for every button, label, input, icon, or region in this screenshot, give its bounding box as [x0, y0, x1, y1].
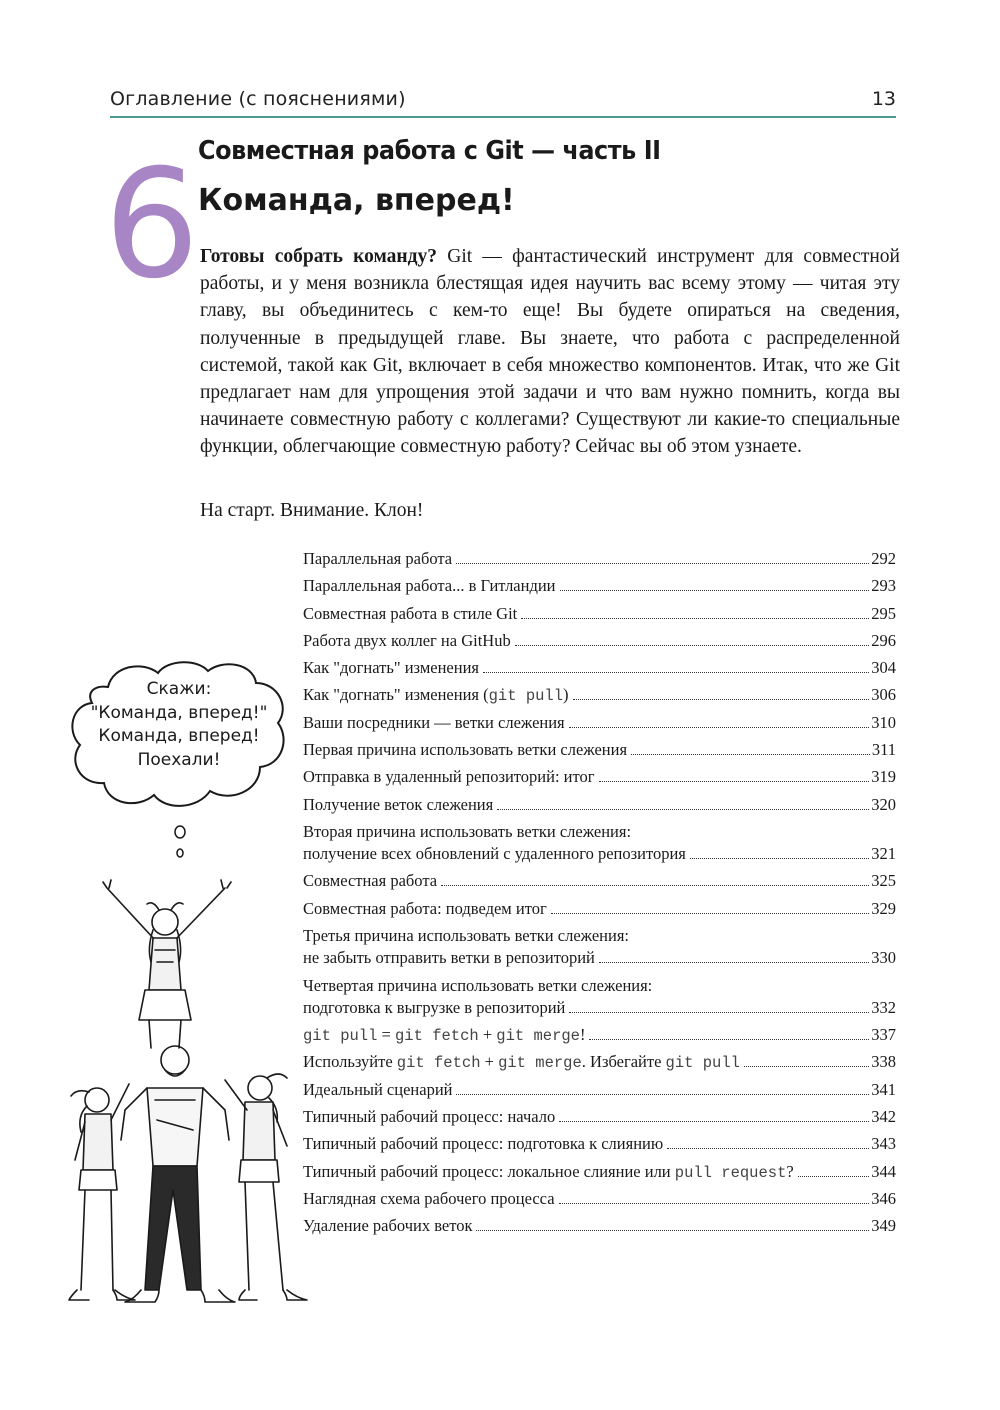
intro-paragraph [200, 243, 900, 461]
toc-leader [559, 1121, 869, 1122]
toc-entry-title-line1: Вторая причина использовать ветки слежения: [303, 821, 632, 841]
toc-code: git pull [665, 1054, 740, 1073]
toc-entry[interactable] [303, 684, 896, 711]
toc-entry-title: Удаление рабочих веток [303, 1216, 473, 1236]
toc-entry-page: 346 [871, 1188, 896, 1208]
toc-code: git pull [303, 1027, 378, 1046]
cheerleaders-illustration [55, 870, 325, 1330]
toc-entry-page: 319 [871, 767, 896, 787]
bubble-line: Скажи: [146, 679, 212, 699]
toc-leader [456, 1094, 869, 1095]
toc-text: + [480, 1052, 499, 1072]
toc-leader [569, 1012, 869, 1013]
toc-entry[interactable] [303, 870, 896, 897]
toc-leader [599, 962, 869, 963]
toc-code: git fetch [394, 1027, 479, 1046]
toc-text: + [478, 1025, 497, 1045]
toc-entry-title: подготовка к выгрузке в репозиторий [303, 997, 566, 1017]
toc-entry-page: 320 [871, 794, 896, 814]
toc-entry[interactable] [303, 898, 896, 925]
toc-entry[interactable] [303, 1079, 896, 1106]
toc-entry-page: 296 [871, 630, 896, 650]
toc-entry-title: Совместная работа: подведем итог [303, 898, 547, 918]
toc-leader [569, 727, 870, 728]
toc-leader [515, 645, 870, 646]
toc-entry[interactable] [303, 712, 896, 739]
page-number: 13 [871, 88, 896, 110]
toc-entry-page: 332 [871, 997, 896, 1017]
toc-entry-title-line1: Четвертая причина использовать ветки слежения: [303, 975, 653, 995]
toc-entry-page: 310 [871, 712, 896, 732]
toc-entry-page: 343 [871, 1134, 896, 1154]
toc-entry-page: 325 [871, 871, 896, 891]
toc-entry[interactable] [303, 1051, 896, 1078]
toc-entry-page: 338 [871, 1052, 896, 1072]
toc-entry-page: 321 [871, 843, 896, 863]
bubble-line: Поехали! [137, 749, 221, 770]
toc-entry-title-line2 [303, 843, 896, 865]
toc-entry-title [303, 1051, 740, 1074]
toc-entry-title: Идеальный сценарий [303, 1079, 453, 1099]
toc-entry-title: получение всех обновлений с удаленного репозитория [303, 843, 686, 863]
toc-leader [690, 858, 869, 859]
toc-text: Как "догнать" изменения ( [303, 685, 489, 705]
toc-code: git fetch [396, 1054, 481, 1073]
toc-entry-page: 293 [871, 576, 896, 596]
toc-code: git pull [488, 687, 564, 706]
bubble-line: Команда, вперед! [98, 726, 260, 746]
toc-entry-title: Параллельная работа [303, 549, 453, 568]
toc-entry[interactable] [303, 1161, 896, 1188]
toc-entry-page: 304 [871, 658, 896, 678]
toc-leader [521, 618, 869, 619]
toc-leader [744, 1066, 869, 1067]
toc-entry-page: 344 [871, 1161, 896, 1181]
toc-entry[interactable] [303, 1106, 896, 1133]
toc-entry-page: 295 [871, 603, 896, 623]
toc-text: ! [579, 1025, 586, 1045]
toc-entry-title-line2 [303, 997, 896, 1019]
toc-entry[interactable] [303, 1024, 896, 1051]
toc-entry-title: Отправка в удаленный репозиторий: итог [303, 767, 595, 787]
toc-entry[interactable] [303, 548, 896, 575]
toc-entry-page: 342 [871, 1106, 896, 1126]
toc-leader [441, 885, 869, 886]
toc-code: pull request [674, 1163, 787, 1182]
toc-leader [573, 699, 870, 700]
toc-entry-title: Ваши посредники — ветки слежения [303, 712, 565, 732]
chapter-number: 6 [104, 138, 200, 312]
toc-leader [551, 913, 870, 914]
toc-entry[interactable] [303, 630, 896, 657]
chapter-title: Совместная работа с Git — часть II [198, 136, 661, 166]
toc-leader [798, 1176, 870, 1177]
toc-leader [599, 781, 870, 782]
toc-leader [589, 1039, 869, 1040]
toc-entry-title: Совместная работа [303, 871, 438, 891]
toc-entry-page: 330 [871, 948, 896, 968]
toc-leader [560, 590, 870, 591]
intro-lead: Готовы собрать команду? [200, 246, 438, 267]
running-header [110, 86, 896, 118]
toc-entry-title: Параллельная работа... в Гитландии [303, 576, 556, 596]
toc-entry-page: 292 [871, 549, 896, 568]
toc-entry-title: не забыть отправить ветки в репозиторий [303, 948, 595, 968]
header-title: Оглавление (с пояснениями) [110, 88, 406, 110]
toc-entry[interactable] [303, 657, 896, 684]
toc-entry[interactable] [303, 925, 896, 975]
toc-entry-title: Типичный рабочий процесс: начало [303, 1106, 556, 1126]
toc-entry-title: Первая причина использовать ветки слежения [303, 740, 628, 760]
toc-entry[interactable] [303, 603, 896, 630]
toc-entry-title: Типичный рабочий процесс: подготовка к слиянию [303, 1134, 664, 1154]
toc-entry[interactable] [303, 575, 896, 602]
toc-entry[interactable] [303, 766, 896, 793]
toc-leader [497, 809, 869, 810]
toc-entry[interactable] [303, 1188, 896, 1215]
toc-entry-page: 349 [871, 1216, 896, 1236]
toc-entry[interactable] [303, 821, 896, 871]
toc-entry-page: 311 [871, 740, 896, 760]
intro-body: Git — фантастический инструмент для совместной работы, и у меня возникла блестящая идея научить вас всему этому — читая эту главу, вы объединитесь с кем-то еще! Вы будете опираться на сведения, полученные в предыдущей главе. Вы знаете, что работа с распределенной системой, такой как Git, включает в себя множество компонентов. Итак, что же Git предлагает нам для упрощения этой задачи и что вам нужно помнить, когда вы начинаете совместную работу с коллегами? Существуют ли какие-то специальные функции, облегчающие совместную работу? Сейчас вы об этом узнаете. [200, 246, 900, 458]
thought-bubble-dots [170, 822, 190, 862]
intro-closing: На старт. Внимание. Клон! [200, 500, 424, 521]
toc-leader [483, 672, 869, 673]
table-of-contents [303, 548, 896, 1242]
toc-text: . Избегайте [581, 1052, 666, 1072]
bubble-line: "Команда, вперед!" [90, 702, 268, 723]
toc-text: ) [563, 685, 569, 705]
chapter-subtitle: Команда, вперед! [198, 183, 515, 218]
toc-entry-title: Наглядная схема рабочего процесса [303, 1188, 555, 1208]
toc-entry-title: Получение веток слежения [303, 794, 494, 814]
toc-text: Типичный рабочий процесс: локальное слияние или [303, 1161, 675, 1181]
toc-code: git merge [496, 1027, 580, 1046]
toc-leader [476, 1230, 869, 1231]
toc-entry-title-line2 [303, 947, 896, 969]
toc-entry[interactable] [303, 739, 896, 766]
toc-leader [456, 563, 869, 564]
toc-entry-title-line1: Третья причина использовать ветки слежения: [303, 926, 629, 946]
toc-text: ? [786, 1161, 794, 1181]
toc-entry[interactable] [303, 1215, 896, 1242]
toc-text: = [377, 1025, 395, 1045]
toc-leader [559, 1203, 870, 1204]
toc-leader [631, 754, 870, 755]
toc-entry-title: Работа двух коллег на GitHub [303, 630, 511, 650]
speech-bubble-text [70, 678, 288, 772]
toc-entry-page: 341 [871, 1079, 896, 1099]
toc-entry[interactable] [303, 794, 896, 821]
toc-entry-title [303, 684, 569, 707]
toc-entry-page: 306 [871, 685, 896, 705]
toc-entry-title: Совместная работа в стиле Git [303, 603, 518, 623]
toc-entry-title [303, 1161, 794, 1184]
toc-code: git merge [498, 1054, 582, 1073]
toc-entry-title [303, 1024, 585, 1047]
toc-entry[interactable] [303, 975, 896, 1025]
toc-text: Используйте [303, 1052, 397, 1072]
toc-entry-title: Как "догнать" изменения [303, 658, 480, 678]
toc-entry-page: 337 [871, 1025, 896, 1045]
toc-entry[interactable] [303, 1133, 896, 1160]
toc-entry-page: 329 [871, 898, 896, 918]
toc-leader [667, 1148, 869, 1149]
